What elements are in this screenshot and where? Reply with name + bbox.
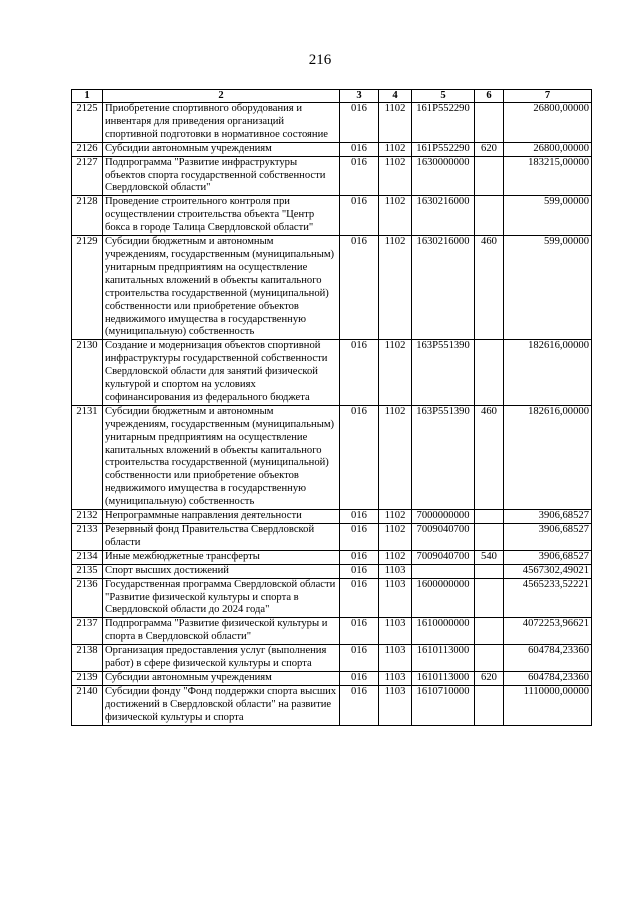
row-admin-code: 016 — [340, 685, 379, 725]
row-name: Субсидии бюджетным и автономным учреждениям, государственным (муниципальным) унитарным предприятиям на осуществление капитальных вложений в объекты капитального строительства государственной (муниципальной) собственности или приобретение объектов недвижимого имущества в государственную (муниципальную) собственность — [103, 405, 340, 509]
row-admin-code: 016 — [340, 550, 379, 564]
row-amount: 182616,00000 — [504, 340, 592, 406]
col-header-7: 7 — [504, 90, 592, 103]
table-row — [72, 510, 592, 524]
row-type-code: 540 — [475, 550, 504, 564]
row-number: 2133 — [72, 524, 103, 551]
row-number: 2129 — [72, 236, 103, 340]
row-name: Субсидии автономным учреждениям — [103, 142, 340, 156]
row-number: 2125 — [72, 103, 103, 143]
row-target-code: 161P552290 — [412, 103, 475, 143]
row-type-code: 620 — [475, 142, 504, 156]
row-section-code: 1102 — [379, 550, 412, 564]
row-type-code — [475, 196, 504, 236]
row-name: Подпрограмма "Развитие инфраструктуры объектов спорта государственной собственности Свердловской области" — [103, 156, 340, 196]
row-target-code: 1610710000 — [412, 685, 475, 725]
row-section-code: 1102 — [379, 405, 412, 509]
row-admin-code: 016 — [340, 405, 379, 509]
row-section-code: 1102 — [379, 236, 412, 340]
table-row — [72, 196, 592, 236]
row-target-code: 1610113000 — [412, 645, 475, 672]
row-target-code: 163P551390 — [412, 405, 475, 509]
table-row — [72, 685, 592, 725]
row-type-code: 460 — [475, 236, 504, 340]
row-amount: 26800,00000 — [504, 142, 592, 156]
row-admin-code: 016 — [340, 103, 379, 143]
row-name: Проведение строительного контроля при осуществлении строительства объекта "Центр бокса в городе Талица Свердловской области" — [103, 196, 340, 236]
row-section-code: 1102 — [379, 524, 412, 551]
row-section-code: 1103 — [379, 578, 412, 618]
row-type-code: 620 — [475, 671, 504, 685]
table-row — [72, 564, 592, 578]
row-admin-code: 016 — [340, 524, 379, 551]
row-number: 2132 — [72, 510, 103, 524]
row-type-code — [475, 618, 504, 645]
row-number: 2137 — [72, 618, 103, 645]
table-row — [72, 645, 592, 672]
col-header-1: 1 — [72, 90, 103, 103]
row-type-code — [475, 564, 504, 578]
row-amount: 3906,68527 — [504, 550, 592, 564]
row-target-code: 1630216000 — [412, 196, 475, 236]
row-section-code: 1103 — [379, 685, 412, 725]
row-admin-code: 016 — [340, 618, 379, 645]
row-section-code: 1102 — [379, 196, 412, 236]
col-header-3: 3 — [340, 90, 379, 103]
row-name: Субсидии автономным учреждениям — [103, 671, 340, 685]
table-row — [72, 524, 592, 551]
row-admin-code: 016 — [340, 645, 379, 672]
row-amount: 604784,23360 — [504, 645, 592, 672]
row-number: 2134 — [72, 550, 103, 564]
row-target-code: 1600000000 — [412, 578, 475, 618]
row-admin-code: 016 — [340, 671, 379, 685]
row-target-code: 1610113000 — [412, 671, 475, 685]
row-admin-code: 016 — [340, 578, 379, 618]
table-row — [72, 550, 592, 564]
row-type-code — [475, 685, 504, 725]
row-name: Организация предоставления услуг (выполнения работ) в сфере физической культуры и спорта — [103, 645, 340, 672]
row-number: 2140 — [72, 685, 103, 725]
row-number: 2139 — [72, 671, 103, 685]
row-admin-code: 016 — [340, 340, 379, 406]
row-target-code: 7009040700 — [412, 524, 475, 551]
row-name: Субсидии бюджетным и автономным учреждениям, государственным (муниципальным) унитарным предприятиям на осуществление капитальных вложений в объекты капитального строительства государственной (муниципальной) собственности или приобретение объектов недвижимого имущества в государственную (муниципальную) собственность — [103, 236, 340, 340]
page-number: 216 — [308, 52, 332, 68]
row-target-code: 163P551390 — [412, 340, 475, 406]
row-name: Субсидии фонду "Фонд поддержки спорта высших достижений в Свердловской области" на развитие физической культуры и спорта — [103, 685, 340, 725]
row-name: Создание и модернизация объектов спортивной инфраструктуры государственной собственности Свердловской области для занятий физической культурой и спортом на условиях софинансирования из федерального бюджета — [103, 340, 340, 406]
row-target-code: 7000000000 — [412, 510, 475, 524]
row-section-code: 1102 — [379, 103, 412, 143]
row-name: Непрограммные направления деятельности — [103, 510, 340, 524]
row-admin-code: 016 — [340, 142, 379, 156]
table-row — [72, 236, 592, 340]
row-number: 2127 — [72, 156, 103, 196]
row-section-code: 1103 — [379, 564, 412, 578]
row-number: 2135 — [72, 564, 103, 578]
row-section-code: 1102 — [379, 340, 412, 406]
row-target-code: 161P552290 — [412, 142, 475, 156]
row-amount: 183215,00000 — [504, 156, 592, 196]
row-number: 2136 — [72, 578, 103, 618]
row-amount: 3906,68527 — [504, 510, 592, 524]
row-number: 2138 — [72, 645, 103, 672]
row-name: Резервный фонд Правительства Свердловской области — [103, 524, 340, 551]
row-amount: 1110000,00000 — [504, 685, 592, 725]
table-row — [72, 578, 592, 618]
row-type-code — [475, 578, 504, 618]
col-header-6: 6 — [475, 90, 504, 103]
row-target-code: 1610000000 — [412, 618, 475, 645]
row-admin-code: 016 — [340, 156, 379, 196]
row-name: Подпрограмма "Развитие физической культуры и спорта в Свердловской области" — [103, 618, 340, 645]
table-row — [72, 405, 592, 509]
header-row — [72, 90, 592, 103]
row-section-code: 1103 — [379, 645, 412, 672]
row-name: Иные межбюджетные трансферты — [103, 550, 340, 564]
table-row — [72, 103, 592, 143]
row-number: 2128 — [72, 196, 103, 236]
row-amount: 604784,23360 — [504, 671, 592, 685]
row-type-code — [475, 103, 504, 143]
budget-table — [71, 89, 592, 726]
row-number: 2131 — [72, 405, 103, 509]
row-amount: 4567302,49021 — [504, 564, 592, 578]
row-name: Государственная программа Свердловской области "Развитие физической культуры и спорта в Свердловской области до 2024 года" — [103, 578, 340, 618]
row-amount: 3906,68527 — [504, 524, 592, 551]
row-target-code: 7009040700 — [412, 550, 475, 564]
row-admin-code: 016 — [340, 236, 379, 340]
row-section-code: 1102 — [379, 142, 412, 156]
row-name: Спорт высших достижений — [103, 564, 340, 578]
row-target-code — [412, 564, 475, 578]
row-amount: 182616,00000 — [504, 405, 592, 509]
table-row — [72, 156, 592, 196]
row-section-code: 1103 — [379, 671, 412, 685]
col-header-4: 4 — [379, 90, 412, 103]
row-type-code — [475, 645, 504, 672]
table-row — [72, 142, 592, 156]
row-amount: 26800,00000 — [504, 103, 592, 143]
row-section-code: 1102 — [379, 156, 412, 196]
row-number: 2126 — [72, 142, 103, 156]
table-row — [72, 671, 592, 685]
table-row — [72, 618, 592, 645]
row-admin-code: 016 — [340, 564, 379, 578]
row-type-code: 460 — [475, 405, 504, 509]
row-admin-code: 016 — [340, 196, 379, 236]
row-type-code — [475, 510, 504, 524]
row-type-code — [475, 156, 504, 196]
row-section-code: 1102 — [379, 510, 412, 524]
row-section-code: 1103 — [379, 618, 412, 645]
row-type-code — [475, 524, 504, 551]
col-header-2: 2 — [103, 90, 340, 103]
row-number: 2130 — [72, 340, 103, 406]
row-target-code: 1630000000 — [412, 156, 475, 196]
row-target-code: 1630216000 — [412, 236, 475, 340]
row-admin-code: 016 — [340, 510, 379, 524]
row-amount: 4565233,52221 — [504, 578, 592, 618]
row-name: Приобретение спортивного оборудования и инвентаря для приведения организаций спортивной подготовки в нормативное состояние — [103, 103, 340, 143]
table-row — [72, 340, 592, 406]
row-type-code — [475, 340, 504, 406]
row-amount: 599,00000 — [504, 236, 592, 340]
row-amount: 4072253,96621 — [504, 618, 592, 645]
col-header-5: 5 — [412, 90, 475, 103]
row-amount: 599,00000 — [504, 196, 592, 236]
